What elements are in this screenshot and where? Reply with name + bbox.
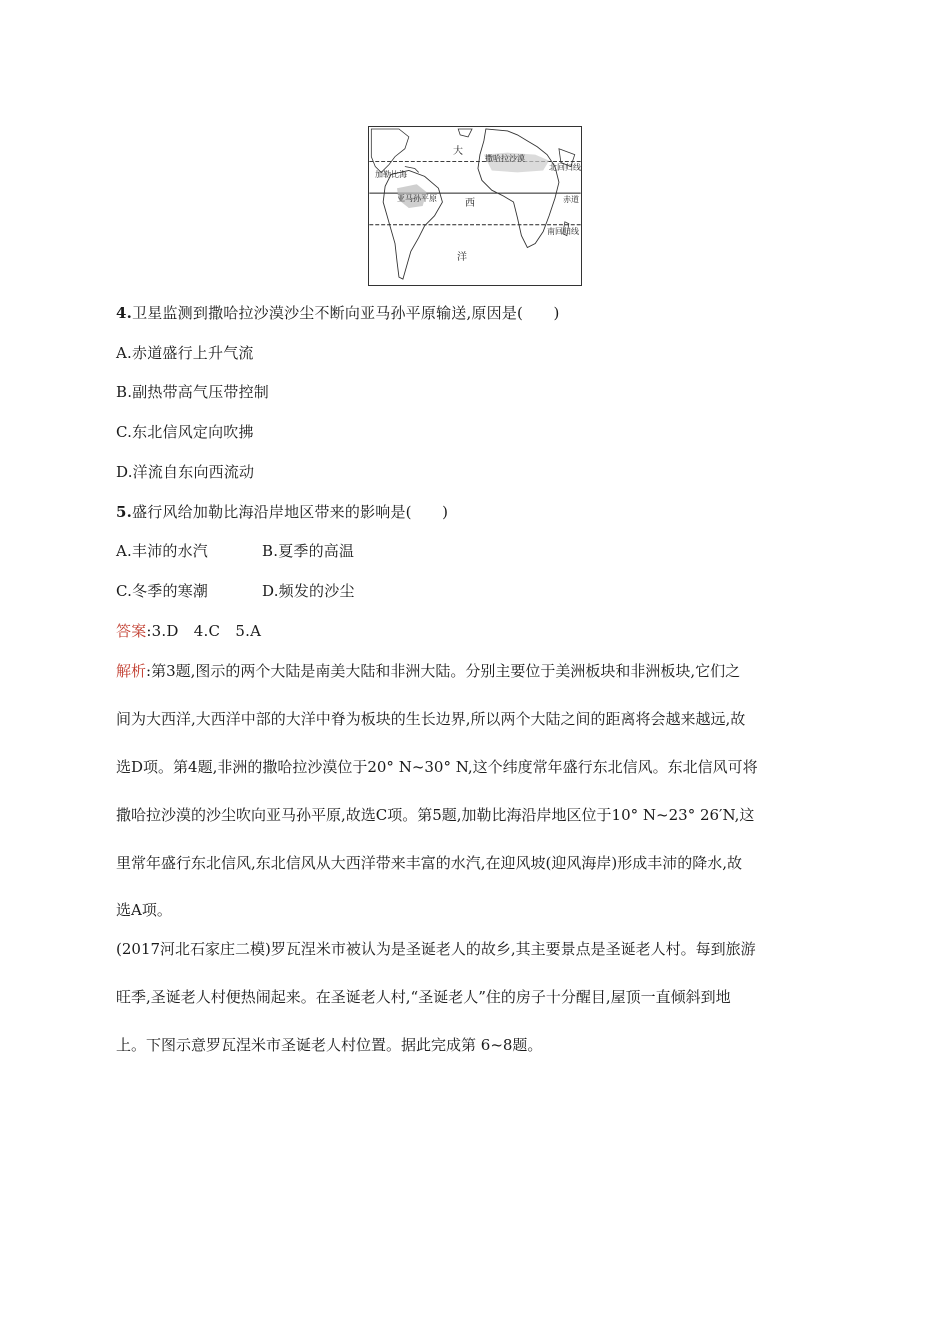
map-label-da: 大 [453,146,463,157]
intro-line-2: 旺季,圣诞老人村便热闹起来。在圣诞老人村,“圣诞老人”住的房子十分醒目,屋顶一直倾斜到地 [116,988,731,1006]
analysis-line-4: 撒哈拉沙漠的沙尘吹向亚马孙平原,故选C项。第5题,加勒比海沿岸地区位于10° N~23° 26′N,这 [116,806,755,824]
greenland-fragment [458,129,472,137]
analysis-line-6: 选A项。 [116,901,172,919]
question-5-option-a: A.丰沛的水汽 [116,542,209,560]
analysis-label: 解析 [116,662,147,680]
question-5-options-row-1 [116,541,355,561]
answer-text: :3.D 4.C 5.A [146,622,262,640]
question-4-option-c: C.东北信风定向吹拂 [116,423,254,441]
question-5-stem [116,502,448,522]
answer-label: 答案 [116,622,147,640]
analysis-text-1: :第3题,图示的两个大陆是南美大陆和非洲大陆。分别主要位于美洲板块和非洲板块,它们之 [146,662,741,680]
map-label-amazon: 亚马孙平原 [397,194,437,203]
analysis-line-2: 间为大西洋,大西洋中部的大洋中脊为板块的生长边界,所以两个大陆之间的距离将会越来越远,故 [116,710,746,728]
question-5-number: 5. [116,503,133,521]
map-label-tropic-north: 北回归线 [549,163,581,172]
answer-line [116,621,261,641]
question-4-text: 卫星监测到撒哈拉沙漠沙尘不断向亚马孙平原输送,原因是( ) [132,304,560,322]
question-4-option-d: D.洋流自东向西流动 [116,463,255,481]
question-4-option-a: A.赤道盛行上升气流 [116,344,254,362]
question-4-option-b: B.副热带高气压带控制 [116,383,269,401]
question-5-options-row-2 [116,581,355,601]
question-5-option-b: B.夏季的高温 [262,542,355,560]
map-label-caribbean: 加勒比海 [375,170,407,179]
analysis-line-5: 里常年盛行东北信风,东北信风从大西洋带来丰富的水汽,在迎风坡(迎风海岸)形成丰沛的降水,故 [116,854,743,872]
map-label-yang: 洋 [457,252,467,263]
question-4-stem [116,303,560,323]
map-label-equator: 赤道 [563,195,579,204]
atlantic-map-svg [369,127,581,285]
map-label-xi: 西 [465,198,475,209]
question-5-option-d: D.频发的沙尘 [262,582,355,600]
intro-line-3: 上。下图示意罗瓦涅米市圣诞老人村位置。据此完成第 6~8题。 [116,1036,543,1054]
map-label-tropic-south: 南回归线 [547,227,579,236]
analysis-line-3: 选D项。第4题,非洲的撒哈拉沙漠位于20° N~30° N,这个纬度常年盛行东北信风。东北信风可将 [116,758,758,776]
north-america-outline [371,129,409,172]
intro-line-1: (2017河北石家庄二模)罗瓦涅米市被认为是圣诞老人的故乡,其主要景点是圣诞老人村。每到旅游 [116,940,756,958]
map-label-sahara: 撒哈拉沙漠 [485,154,525,163]
question-5-option-c: C.冬季的寒潮 [116,582,209,600]
analysis-line-1 [116,661,832,681]
question-5-text: 盛行风给加勒比海沿岸地区带来的影响是( ) [132,503,449,521]
atlantic-map-figure [368,126,582,286]
question-4-number: 4. [116,304,133,322]
